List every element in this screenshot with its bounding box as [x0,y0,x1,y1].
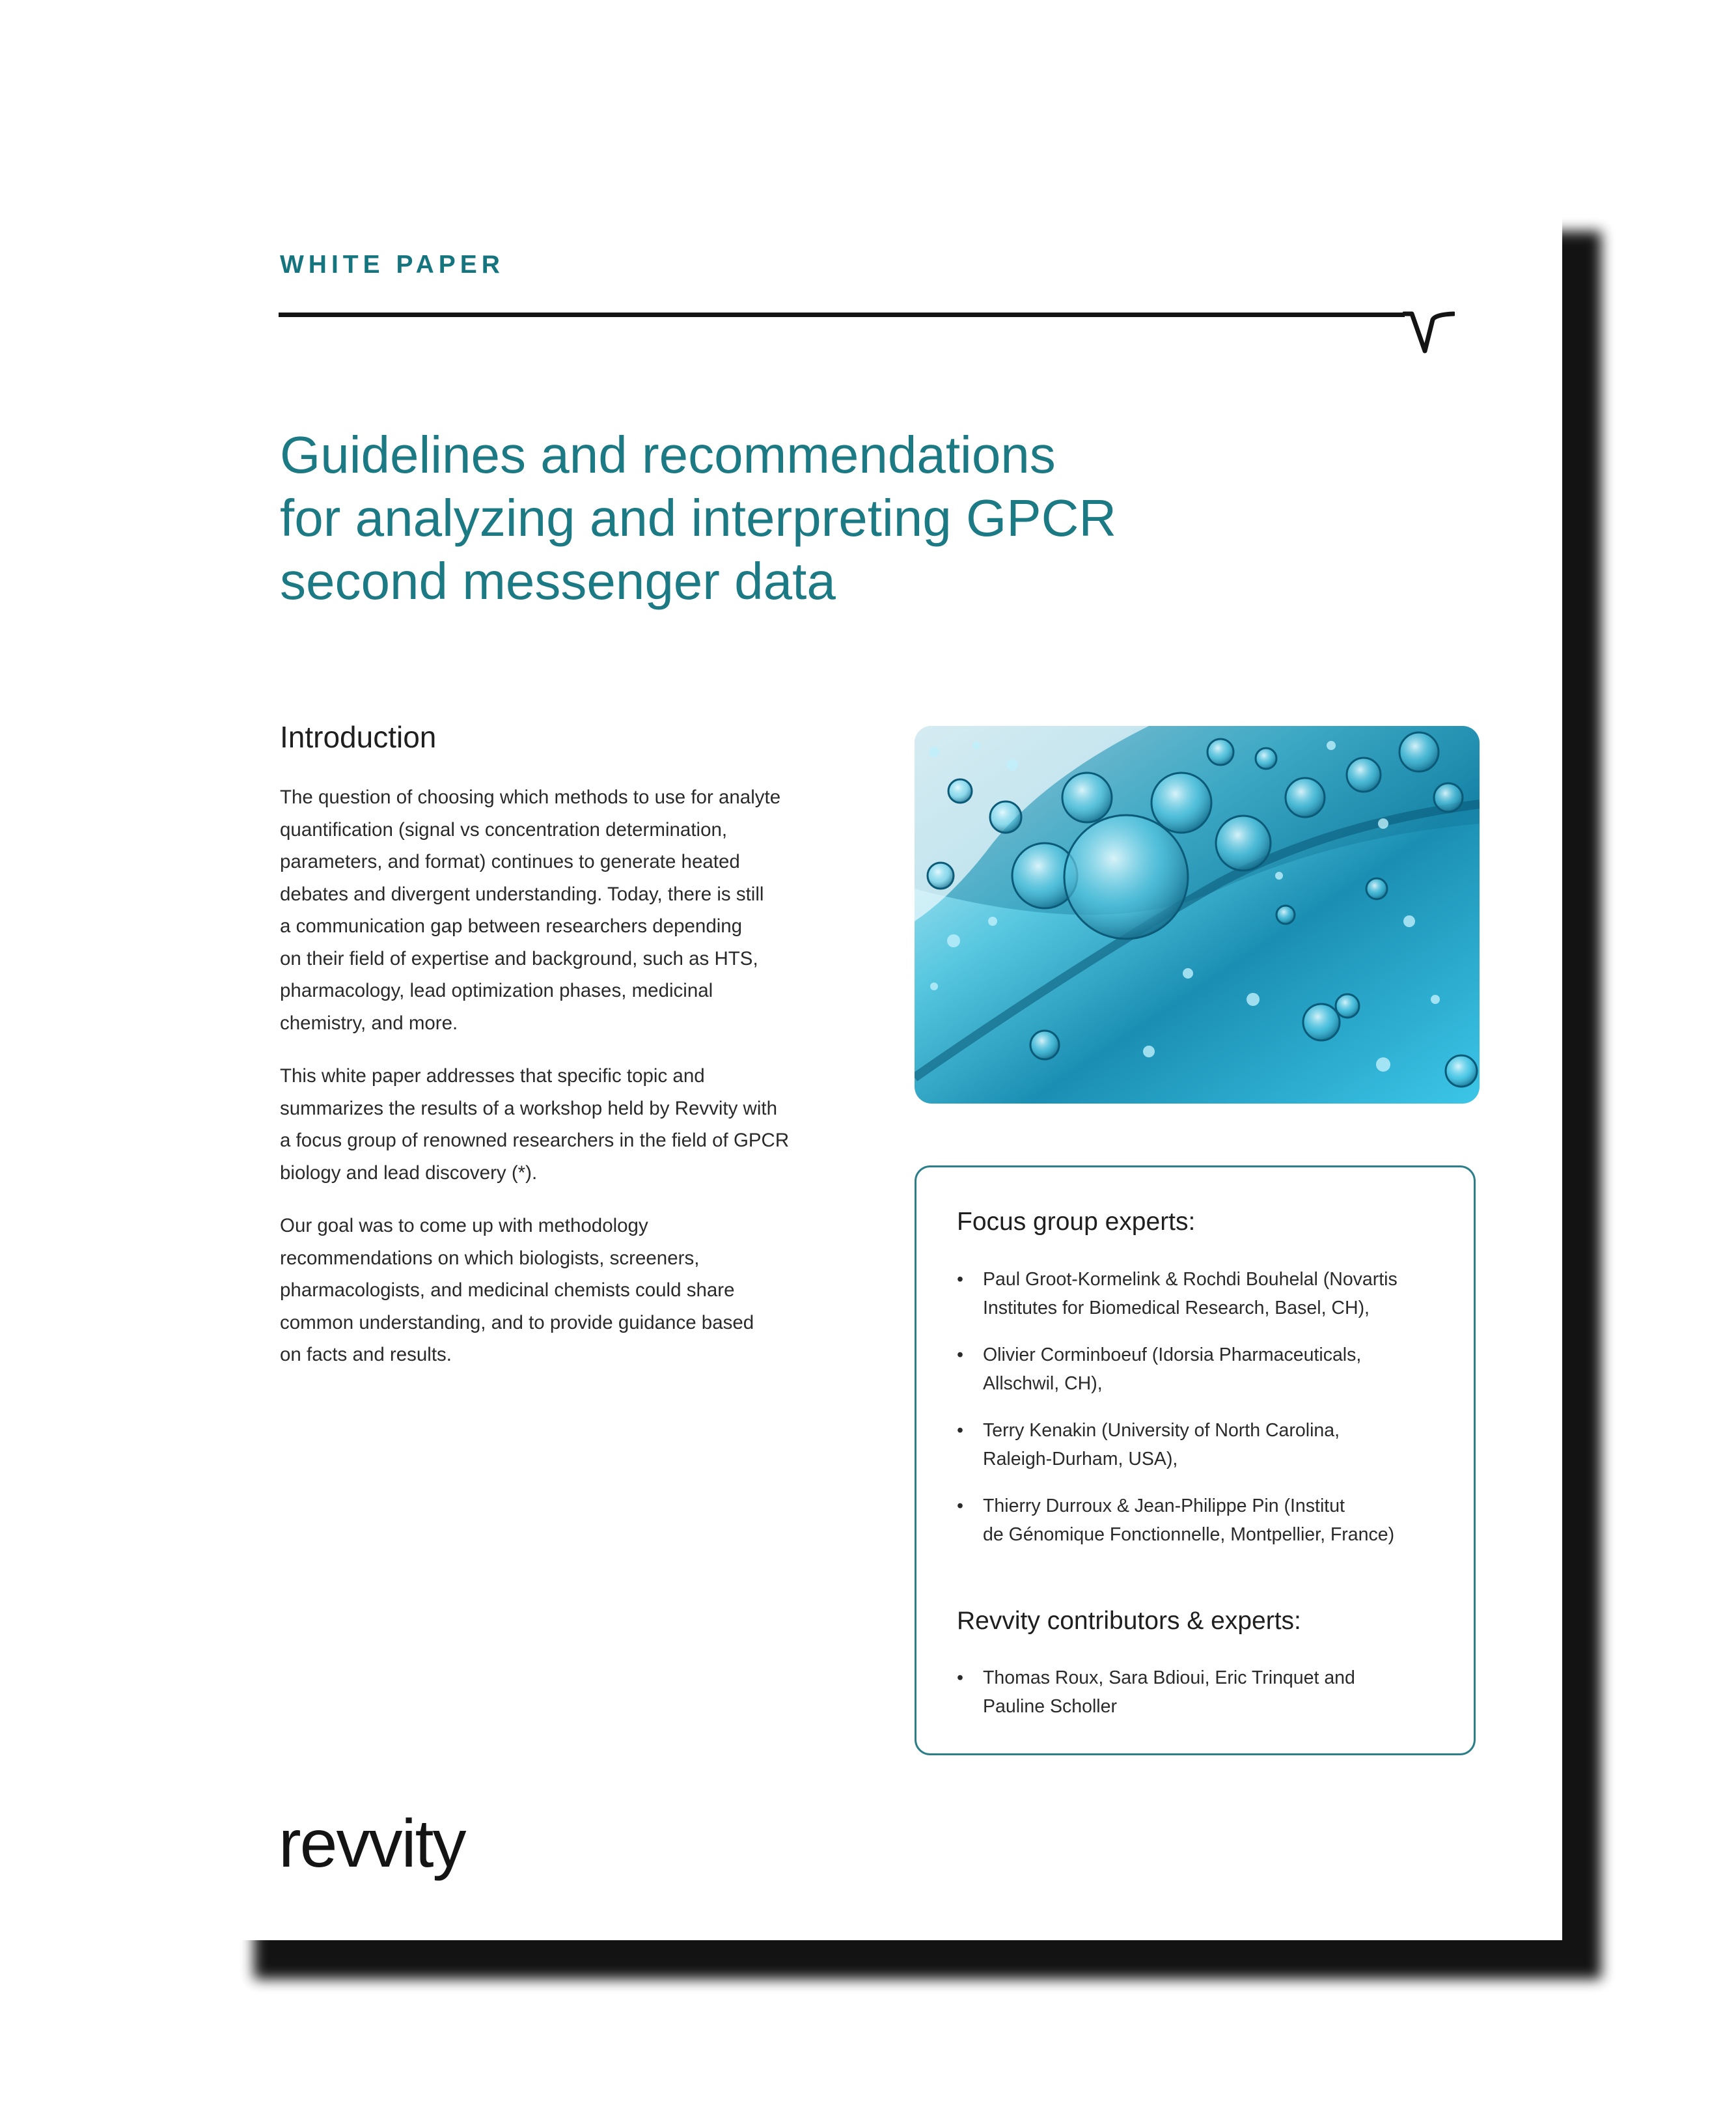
focus-group-list [957,1265,1465,1567]
paragraph-line: chemistry, and more. [280,1012,458,1034]
revvity-logo [279,1813,526,1898]
item-line: Raleigh-Durham, USA), [983,1449,1178,1469]
item-line: Paul Groot-Kormelink & Rochdi Bouhelal (Novartis [983,1269,1398,1290]
list-item [957,1265,1465,1322]
bubbles-image [915,726,1480,1104]
paragraph-line: parameters, and format) continues to generate heated [280,851,740,872]
item-line: Olivier Corminboeuf (Idorsia Pharmaceuticals, [983,1344,1362,1365]
item-line: Thierry Durroux & Jean-Philippe Pin (Institut [983,1496,1345,1516]
paragraph-line: pharmacology, lead optimization phases, medicinal [280,980,713,1001]
list-item [957,1492,1465,1549]
intro-heading: Introduction [280,720,437,754]
bullet-icon: • [957,1420,963,1441]
bullet-icon: • [957,1269,963,1290]
document-page [215,192,1562,1940]
list-item [957,1416,1465,1473]
page-title [280,423,1256,613]
v-mark-icon [1403,307,1455,359]
paragraph-line: Our goal was to come up with methodology [280,1215,648,1236]
paragraph-line: a focus group of renowned researchers in the field of GPCR [280,1130,790,1151]
item-line: Institutes for Biomedical Research, Basel, CH), [983,1298,1370,1318]
item-line: de Génomique Fonctionnelle, Montpellier, France) [983,1524,1395,1545]
paragraph-line: biology and lead discovery (*). [280,1162,538,1184]
focus-group-heading: Focus group experts: [957,1208,1196,1236]
intro-paragraph [280,781,866,1039]
paragraph-line: This white paper addresses that specific topic and [280,1065,705,1087]
title-line: for analyzing and interpreting GPCR [280,489,1117,547]
eyebrow-label: WHITE PAPER [280,251,504,279]
paragraph-line: summarizes the results of a workshop held by Revvity with [280,1097,778,1119]
intro-body [280,781,866,1392]
intro-paragraph [280,1060,866,1189]
paragraph-line: pharmacologists, and medicinal chemists could share [280,1279,735,1301]
paragraph-line: common understanding, and to provide guidance based [280,1311,754,1333]
list-item [957,1341,1465,1398]
contributors-list [957,1664,1465,1739]
header-rule [279,313,1405,317]
paragraph-line: recommendations on which biologists, screeners, [280,1247,700,1269]
item-line: Pauline Scholler [983,1696,1117,1717]
paragraph-line: on their field of expertise and background, such as HTS, [280,947,758,969]
paragraph-line: a communication gap between researchers depending [280,915,743,937]
list-item [957,1664,1465,1721]
bullet-icon: • [957,1344,963,1365]
contributors-heading: Revvity contributors & experts: [957,1607,1301,1635]
experts-box [915,1165,1476,1755]
intro-paragraph [280,1210,866,1371]
bullet-icon: • [957,1667,963,1688]
paragraph-line: on facts and results. [280,1344,452,1365]
item-line: Terry Kenakin (University of North Carolina, [983,1420,1340,1441]
item-line: Allschwil, CH), [983,1373,1103,1394]
logo-text: revvity [279,1813,465,1882]
paragraph-line: The question of choosing which methods to use for analyte [280,787,781,808]
title-line: Guidelines and recommendations [280,426,1056,484]
bullet-icon: • [957,1496,963,1516]
item-line: Thomas Roux, Sara Bdioui, Eric Trinquet and [983,1667,1355,1688]
paragraph-line: debates and divergent understanding. Today, there is still [280,883,764,905]
title-line: second messenger data [280,552,836,610]
paragraph-line: quantification (signal vs concentration determination, [280,818,728,841]
